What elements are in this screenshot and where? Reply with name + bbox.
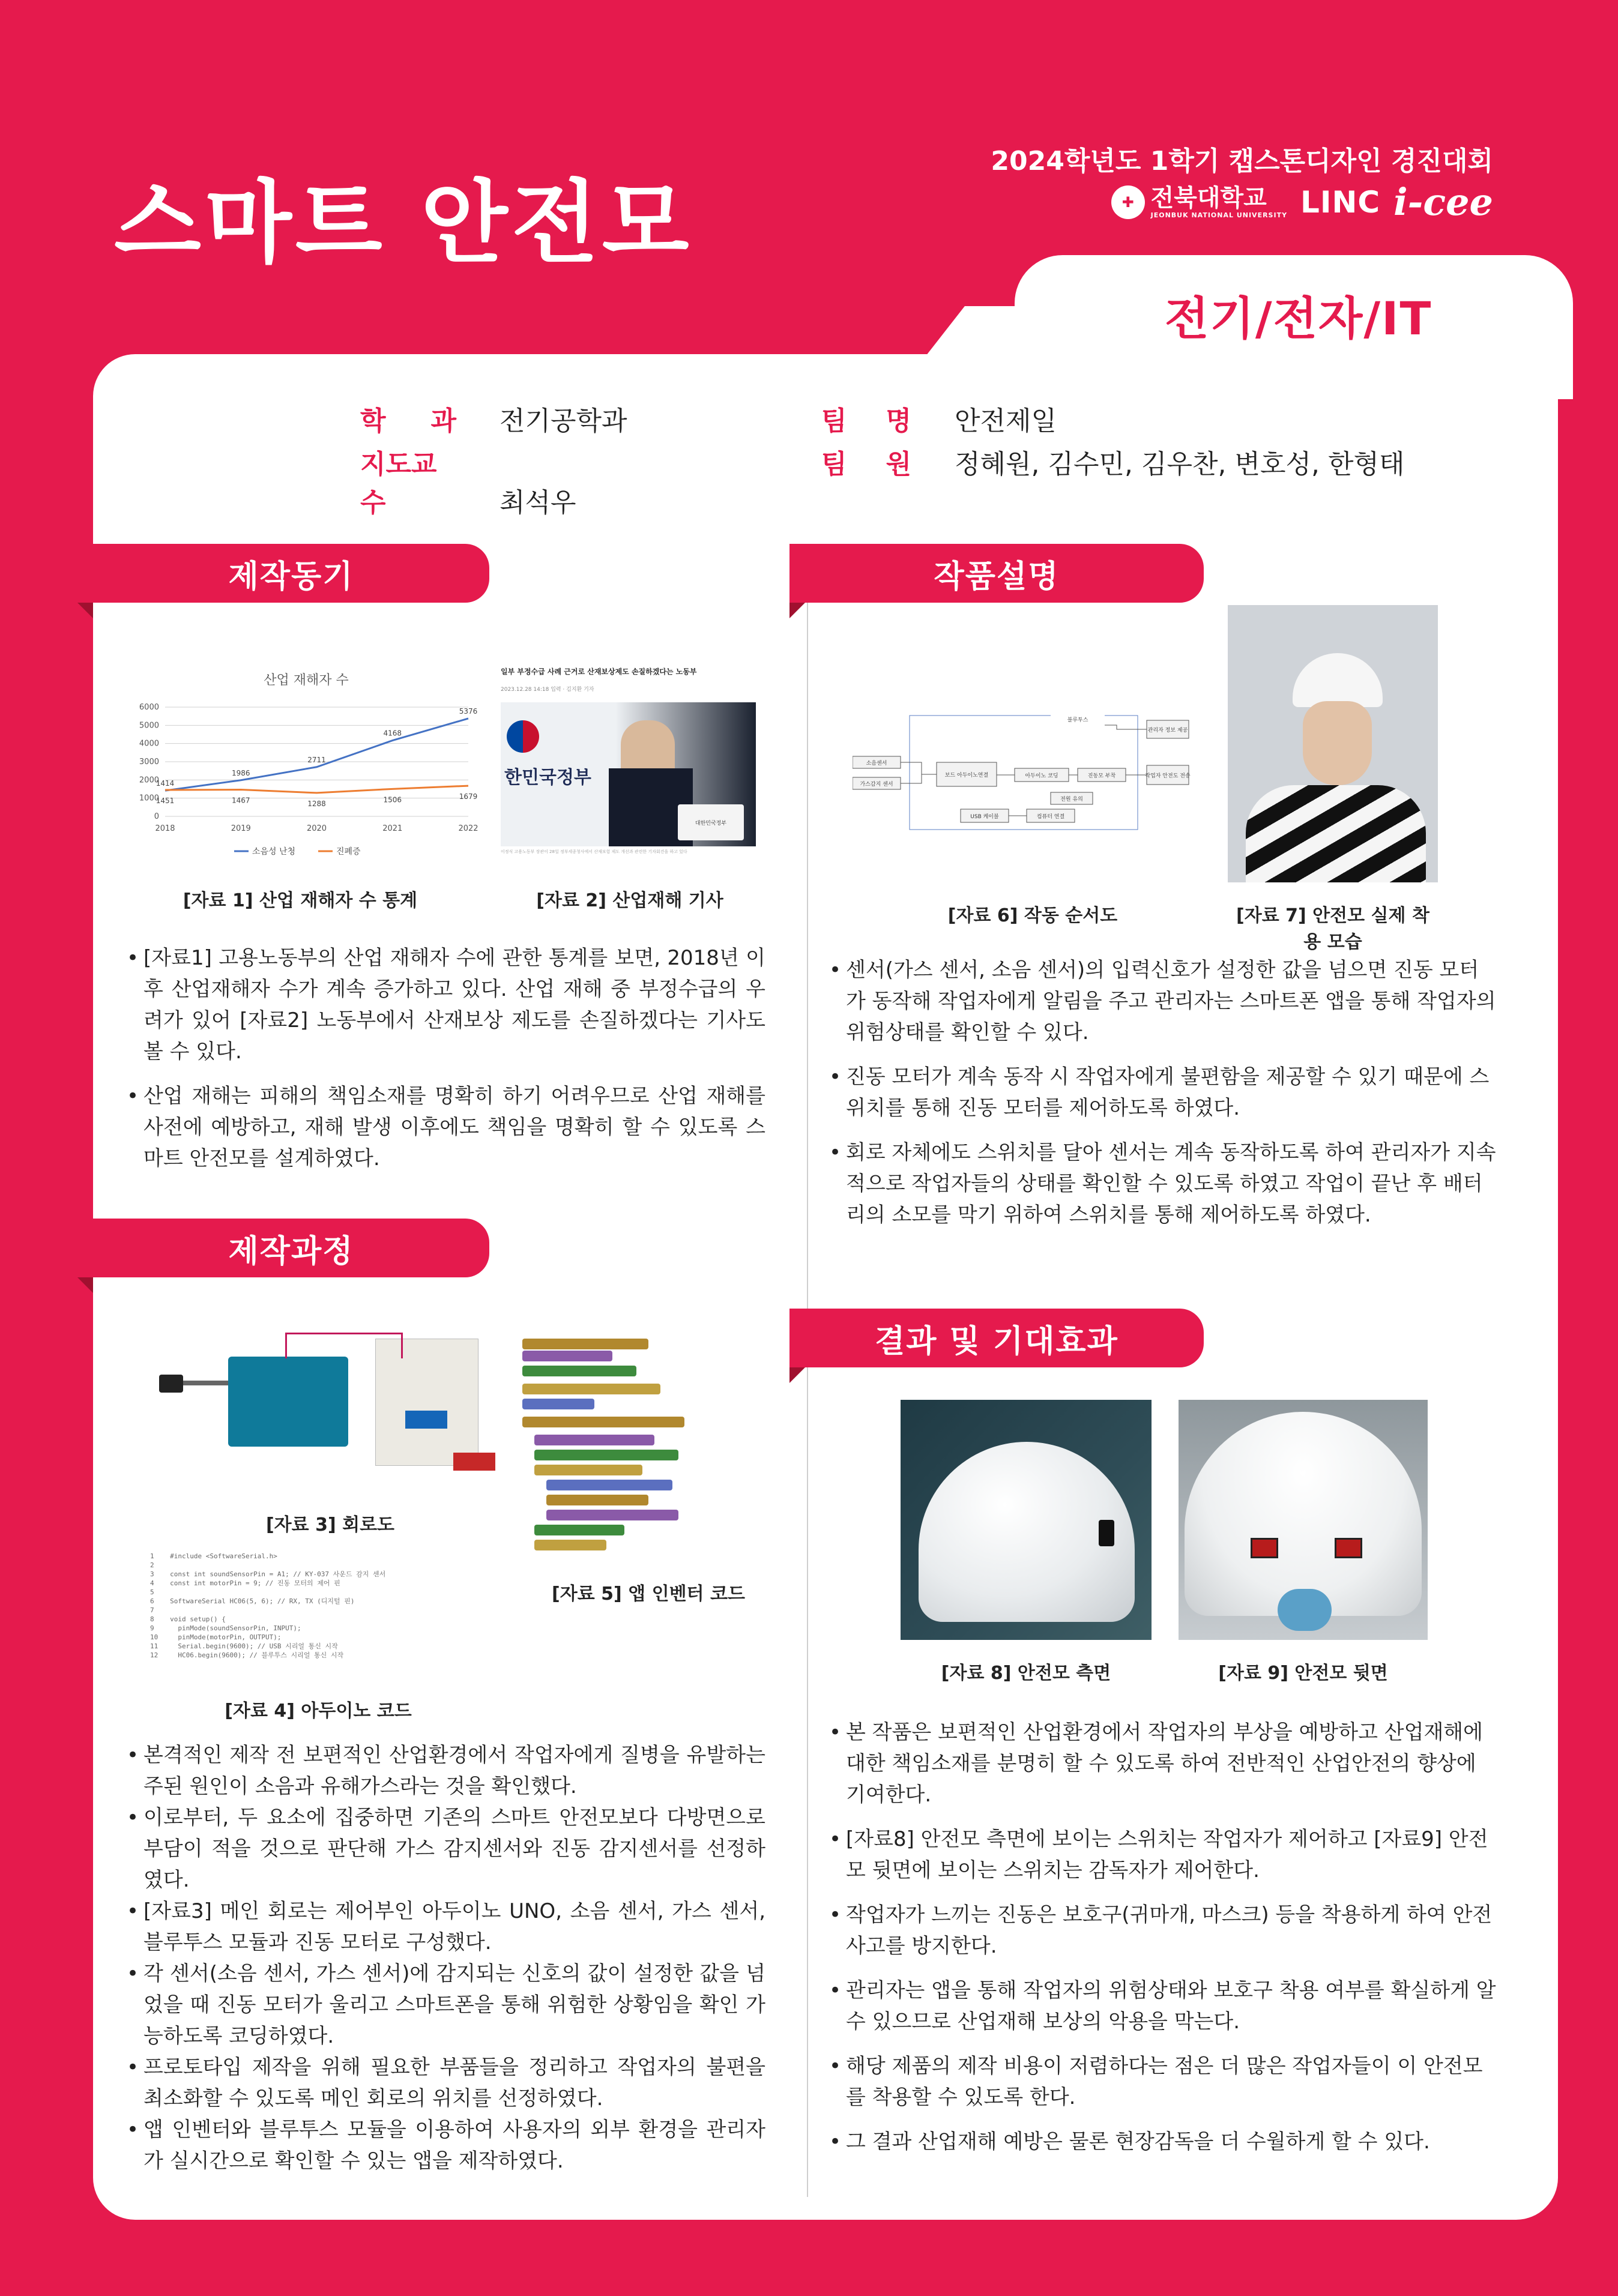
team-label: 팀 명 [821, 406, 911, 436]
code-line: 10 pinMode(motorPin, OUTPUT); [150, 1633, 282, 1641]
news-meta: 2023.12.28 14:18 입력 · 김지환 기자 [501, 687, 594, 693]
info-members [821, 442, 1404, 481]
chart-data-label: 1679 [459, 792, 478, 801]
chart-series-line [165, 786, 468, 793]
fig3-caption: [자료 3] 회로도 [265, 1514, 395, 1535]
team-value: 안전제일 [955, 406, 1057, 436]
motivation-text [129, 942, 765, 1187]
circuit-diagram [159, 1327, 501, 1495]
linc-logo: LINC [1300, 184, 1381, 220]
usb-cable [183, 1381, 231, 1385]
code-line: 4 const int motorPin = 9; // 진동 모터의 제어 핀 [150, 1579, 340, 1587]
univ-name-ko: 전북대학교 [1150, 184, 1267, 212]
helmet-wearing-photo [1228, 605, 1438, 882]
chart-x-tick: 2021 [382, 824, 403, 833]
chart-y-tick: 5000 [139, 721, 159, 731]
helmet-back-shape [1185, 1412, 1422, 1616]
description-text [832, 954, 1498, 1244]
face-shape [1303, 701, 1372, 785]
chart-data-label: 1288 [307, 799, 326, 808]
podium: 대한민국정부 [678, 804, 744, 840]
code-block-shape [534, 1465, 642, 1475]
jbnu-logo [1111, 185, 1287, 219]
chart-data-label: 1467 [231, 796, 250, 805]
section-motivation-header: 제작동기 [93, 544, 489, 603]
code-block-shape [522, 1366, 636, 1376]
usb-plug [159, 1375, 183, 1393]
chart-y-tick: 2000 [139, 776, 159, 785]
band-fold [789, 1367, 805, 1383]
process-bullet: • 이로부터, 두 요소에 집중하면 기존의 스마트 안전모보다 다방면으로 부담이 적을 것으로 판단해 가스 감지센서와 진동 감지센서를 선정하였다. [129, 1802, 765, 1896]
code-line: 7 [150, 1606, 154, 1614]
process-text [129, 1740, 765, 2177]
arduino-code-block [150, 1552, 504, 1672]
code-block-shape [546, 1495, 648, 1505]
fc-manager: 관리자 정보 제공 [1147, 728, 1188, 734]
chart-title: 산업 재해자 수 [264, 673, 349, 688]
code-block-shape [522, 1351, 612, 1361]
operation-flowchart [853, 708, 1213, 840]
band-fold [789, 603, 805, 618]
advisor-value: 최석우 [500, 487, 576, 518]
helmet-shape [1293, 653, 1383, 707]
motivation-bullet: • 산업 재해는 피해의 책임소재를 명확히 하기 어려우므로 산업 재해를 사전에 예방하고, 재해 발생 이후에도 책임을 명확히 할 수 있도록 스마트 안전모를 설계하였다. [129, 1080, 765, 1174]
section-results-header: 결과 및 기대효과 [789, 1309, 1204, 1367]
dept-label: 학 과 [360, 406, 456, 436]
chart-y-tick: 3000 [139, 758, 159, 767]
code-line: 12 HC06.begin(9600); // 블루투스 시리얼 통신 시작 [150, 1651, 344, 1659]
code-block-shape [546, 1480, 672, 1490]
dept-value: 전기공학과 [500, 406, 627, 436]
code-block-shape [522, 1339, 648, 1349]
chart-y-tick: 0 [154, 812, 159, 821]
chart-y-tick: 4000 [139, 739, 159, 749]
back-switch-left [1251, 1538, 1278, 1558]
arduino-uno [228, 1357, 348, 1447]
code-block-shape [522, 1384, 660, 1394]
results-bullet: • 관리자는 앱을 통해 작업자의 위험상태와 보호구 착용 여부를 확실하게 알 수 있으므로 산업재해 보상의 악용을 막는다. [832, 1975, 1498, 2037]
advisor-label: 지도교수 [360, 449, 437, 518]
section-description-header: 작품설명 [789, 544, 1204, 603]
description-bullet: • 회로 자체에도 스위치를 달아 센서는 계속 동작하도록 하여 관리자가 지속적으로 작업자들의 상태를 확인할 수 있도록 하였고 작업이 끝난 후 배터리의 소모를 막기 위하여 스위치를 통해 제어하도록 하였다. [832, 1137, 1498, 1231]
striped-shirt [1246, 785, 1426, 882]
results-bullet: • 본 작품은 보편적인 산업환경에서 작업자의 부상을 예방하고 산업재해에 대한 책임소재를 분명히 할 수 있도록 하여 전반적인 산업안전의 향상에 기여한다. [832, 1717, 1498, 1810]
description-bullet: • 센서(가스 센서, 소음 센서)의 입력신호가 설정한 값을 넘으면 진동 모터가 동작해 작업자에게 알림을 주고 관리자는 스마트폰 앱을 통해 작업자의 위험상태를 확인할 수 있다. [832, 954, 1498, 1048]
code-block-shape [522, 1417, 684, 1427]
side-switch [1099, 1520, 1114, 1546]
code-line: 9 pinMode(soundSensorPin, INPUT); [150, 1624, 301, 1632]
chart-data-label: 1451 [155, 796, 175, 805]
band-fold [77, 1277, 93, 1293]
code-block-shape [534, 1540, 606, 1550]
info-team [821, 399, 1057, 438]
headband-knob [1278, 1589, 1332, 1631]
code-block-shape [546, 1510, 678, 1520]
chart-data-label: 4168 [383, 729, 402, 738]
univ-seal-icon: ✚ [1111, 185, 1145, 219]
fig7-caption: [자료 7] 안전모 실제 착용 모습 [1236, 905, 1429, 953]
contest-name: 2024학년도 1학기 캡스톤디자인 경진대회 [991, 146, 1493, 176]
helmet-side-photo [901, 1400, 1152, 1640]
fig4-caption: [자료 4] 아두이노 코드 [225, 1701, 412, 1722]
chart-data-label: 5376 [459, 707, 478, 716]
fig5-caption: [자료 5] 앱 인벤터 코드 [552, 1583, 745, 1604]
info-advisor [360, 442, 576, 519]
chart-data-label: 1414 [155, 779, 175, 788]
fig9-caption: [자료 9] 안전모 뒷면 [1218, 1663, 1388, 1684]
app-inventor-blocks [522, 1333, 774, 1561]
chart-legend-label: 소음성 난청 [252, 847, 296, 857]
chart-y-tick: 6000 [139, 703, 159, 712]
fig8-caption: [자료 8] 안전모 측면 [941, 1663, 1111, 1684]
process-bullet: • 프로토타입 제작을 위해 필요한 부품들을 정리하고 작업자의 불편을 최소화할 수 있도록 메인 회로의 위치를 선정하였다. [129, 2052, 765, 2114]
category-label: 전기/전자/IT [1165, 292, 1432, 345]
column-divider [807, 600, 808, 2197]
jumper-wires [285, 1333, 403, 1358]
fc-worker: 작업자 안전도 전송 [1145, 773, 1191, 779]
news-photo-caption: 이정식 고용노동부 장관이 28일 정부세종청사에서 산재보험 제도 개선과 관련한 기자회견을 하고 있다 [501, 849, 687, 854]
univ-name-en: JEONBUK NATIONAL UNIVERSITY [1150, 211, 1288, 219]
motivation-bullet: • [자료1] 고용노동부의 산업 재해자 수에 관한 통계를 보면, 2018년 이후 산업재해자 수가 계속 증가하고 있다. 산업 재해 중 부정수급의 우려가 있어 [자료2] 노동부에서 산재보상 제도를 손질하겠다는 기사도 볼 수 있다. [129, 942, 765, 1067]
fc-gas: 가스감지 센서 [860, 782, 893, 788]
chart-data-label: 1986 [231, 768, 250, 777]
results-bullet: • [자료8] 안전모 측면에 보이는 스위치는 작업자가 제어하고 [자료9] 안전모 뒷면에 보이는 스위치는 감독자가 제어한다. [832, 1824, 1498, 1886]
chart-x-tick: 2022 [458, 824, 478, 833]
results-text [832, 1717, 1498, 2171]
code-line: 5 [150, 1588, 154, 1596]
industrial-accident-chart [114, 666, 486, 882]
fc-bluetooth: 블루투스 [1067, 717, 1088, 723]
fc-usb: USB 케이블 [970, 814, 999, 820]
results-bullet: • 해당 제품의 제작 비용이 저렴하다는 점은 더 많은 작업자들이 이 안전모를 착용할 수 있도록 한다. [832, 2050, 1498, 2113]
news-headline: 일부 부정수급 사례 근거로 산재보상제도 손질하겠다는 노동부 [501, 667, 697, 676]
logo-row [1111, 180, 1493, 224]
process-bullet: • 앱 인벤터와 블루투스 모듈을 이용하여 사용자의 외부 환경을 관리자가 실시간으로 확인할 수 있는 앱을 제작하였다. [129, 2114, 765, 2177]
fig2-caption: [자료 2] 산업재해 기사 [536, 890, 723, 911]
section-process-header: 제작과정 [93, 1219, 489, 1277]
fc-pc: 컴퓨터 연결 [1036, 814, 1065, 820]
code-line: 11 Serial.begin(9600); // USB 시리얼 통신 시작 [150, 1642, 338, 1650]
code-block-shape [522, 1399, 594, 1409]
fc-power: 전원 유의 [1060, 797, 1083, 803]
news-article-image [501, 666, 759, 864]
taeguk-icon [507, 720, 539, 753]
process-bullet: • 본격적인 제작 전 보편적인 산업환경에서 작업자에게 질병을 유발하는 주된 원인이 소음과 유해가스라는 것을 확인했다. [129, 1740, 765, 1802]
code-block-shape [534, 1450, 678, 1460]
chart-x-tick: 2020 [306, 824, 327, 833]
chart-data-label: 1506 [383, 795, 402, 804]
fc-noise: 소음센서 [866, 761, 887, 767]
back-switch-right [1335, 1538, 1362, 1558]
code-block-shape [534, 1435, 654, 1445]
news-photo [501, 702, 756, 846]
chart-x-tick: 2018 [155, 824, 175, 833]
process-bullet: • [자료3] 메인 회로는 제어부인 아두이노 UNO, 소음 센서, 가스 센서, 블루투스 모듈과 진동 모터로 구성했다. [129, 1896, 765, 1958]
members-value: 정혜원, 김수민, 김우찬, 변호성, 한형태 [955, 449, 1405, 480]
info-dept [360, 399, 627, 438]
ministry-text: 한민국정부 [504, 767, 591, 788]
code-line: 6 SoftwareSerial HC06(5, 6); // RX, TX (디지털 핀) [150, 1597, 355, 1605]
band-fold [77, 603, 93, 618]
chart-y-tick: 1000 [139, 794, 159, 803]
bluetooth-module [405, 1411, 447, 1429]
poster-title: 스마트 안전모 [114, 171, 693, 276]
code-block-shape [534, 1525, 624, 1535]
fig1-caption: [자료 1] 산업 재해자 수 통계 [183, 890, 418, 911]
code-line: 3 const int soundSensorPin = A1; // KY-037 사운드 감지 센서 [150, 1570, 386, 1578]
chart-data-label: 2711 [307, 755, 326, 764]
icee-logo: i-cee [1393, 180, 1493, 224]
helmet-back-photo [1179, 1400, 1428, 1640]
code-line: 1 #include <SoftwareSerial.h> [150, 1552, 277, 1560]
description-bullet: • 진동 모터가 계속 동작 시 작업자에게 불편함을 제공할 수 있기 때문에 스위치를 통해 진동 모터를 제어하도록 하였다. [832, 1061, 1498, 1124]
results-bullet: • 작업자가 느끼는 진동은 보호구(귀마개, 마스크) 등을 착용하게 하여 안전사고를 방지한다. [832, 1899, 1498, 1962]
gas-sensor-module [453, 1453, 495, 1471]
fc-arduino: 보드 아두이노연결 [944, 773, 989, 779]
results-bullet: • 그 결과 산업재해 예방은 물론 현장감독을 더 수월하게 할 수 있다. [832, 2126, 1498, 2157]
process-bullet: • 각 센서(소음 센서, 가스 센서)에 감지되는 신호의 값이 설정한 값을 넘었을 때 진동 모터가 울리고 스마트폰을 통해 위험한 상황임을 확인 가능하도록 코딩하였다. [129, 1958, 765, 2052]
code-line: 8 void setup() { [150, 1615, 226, 1623]
fc-motor: 진동모 부착 [1087, 773, 1116, 779]
fig6-caption: [자료 6] 작동 순서도 [947, 905, 1118, 926]
members-label: 팀 원 [821, 449, 911, 480]
code-line: 2 [150, 1561, 154, 1569]
chart-legend-label: 진폐증 [336, 847, 361, 857]
chart-x-tick: 2019 [231, 824, 251, 833]
fc-arduino-code: 아두이노 코딩 [1025, 773, 1058, 779]
